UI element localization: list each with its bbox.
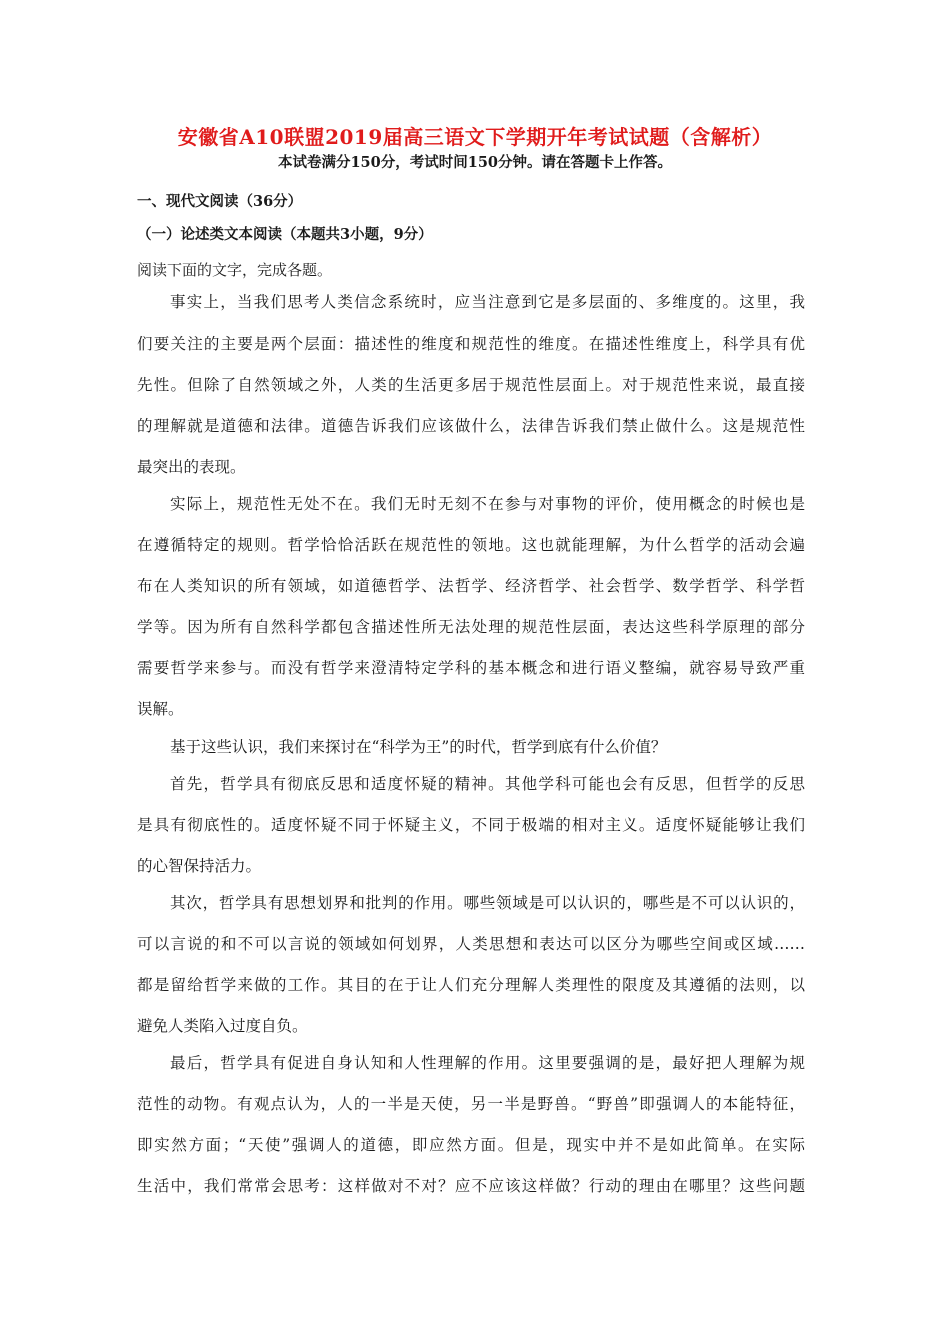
- text-line: 最后，哲学具有促进自身认知和人性理解的作用。这里要强调的是，最好把人理解为规: [170, 1054, 805, 1072]
- subsection-heading: （一）论述类文本阅读（本题共3小题，9分）: [137, 226, 433, 243]
- text-line: 误解。: [137, 700, 184, 718]
- text-line: 需要哲学来参与。而没有哲学来澄清特定学科的基本概念和进行语义整编，就容易导致严重: [137, 659, 805, 677]
- text-line: 事实上，当我们思考人类信念系统时，应当注意到它是多层面的、多维度的。这里，我: [170, 293, 805, 311]
- text-line: 即实然方面；“天使”强调人的道德，即应然方面。但是，现实中并不是如此简单。在实际: [137, 1136, 805, 1154]
- text-line: 避免人类陷入过度自负。: [137, 1017, 308, 1035]
- text-line: 的心智保持活力。: [137, 857, 262, 875]
- reading-instruction: 阅读下面的文字，完成各题。: [137, 261, 333, 279]
- text-line: 是具有彻底性的。适度怀疑不同于怀疑主义，不同于极端的相对主义。适度怀疑能够让我们: [137, 816, 805, 834]
- text-line: 其次，哲学具有思想划界和批判的作用。哪些领域是可以认识的，哪些是不可以认识的，: [170, 894, 805, 912]
- text-line: 范性的动物。有观点认为，人的一半是天使，另一半是野兽。“野兽”即强调人的本能特征，: [137, 1095, 805, 1113]
- text-line: 布在人类知识的所有领域，如道德哲学、法哲学、经济哲学、社会哲学、数学哲学、科学哲: [137, 577, 805, 595]
- text-line: 基于这些认识，我们来探讨在“科学为王”的时代，哲学到底有什么价值？: [170, 738, 667, 756]
- text-line: 最突出的表现。: [137, 458, 246, 476]
- text-line: 生活中，我们常常会思考：这样做对不对？应不应该这样做？行动的理由在哪里？这些问题: [137, 1177, 805, 1195]
- text-line: 可以言说的和不可以言说的领域如何划界，人类思想和表达可以区分为哪些空间或区域……: [137, 935, 805, 953]
- exam-instructions: 本试卷满分150分，考试时间150分钟。请在答题卡上作答。: [277, 154, 673, 171]
- text-line: 们要关注的主要是两个层面：描述性的维度和规范性的维度。在描述性维度上，科学具有优: [137, 335, 805, 353]
- text-line: 在遵循特定的规则。哲学恰恰活跃在规范性的领地。这也就能理解，为什么哲学的活动会遍: [137, 536, 805, 554]
- section-heading: 一、现代文阅读（36分）: [137, 193, 303, 210]
- document-title: 安徽省A10联盟2019届高三语文下学期开年考试试题（含解析）: [177, 125, 773, 149]
- text-line: 的理解就是道德和法律。道德告诉我们应该做什么，法律告诉我们禁止做什么。这是规范性: [137, 417, 805, 435]
- text-line: 实际上，规范性无处不在。我们无时无刻不在参与对事物的评价，使用概念的时候也是: [170, 495, 805, 513]
- text-line: 先性。但除了自然领域之外，人类的生活更多居于规范性层面上。对于规范性来说，最直接: [137, 376, 805, 394]
- text-line: 学等。因为所有自然科学都包含描述性所无法处理的规范性层面，表达这些科学原理的部分: [137, 618, 805, 636]
- text-line: 首先，哲学具有彻底反思和适度怀疑的精神。其他学科可能也会有反思，但哲学的反思: [170, 775, 805, 793]
- text-line: 都是留给哲学来做的工作。其目的在于让人们充分理解人类理性的限度及其遵循的法则，以: [137, 976, 805, 994]
